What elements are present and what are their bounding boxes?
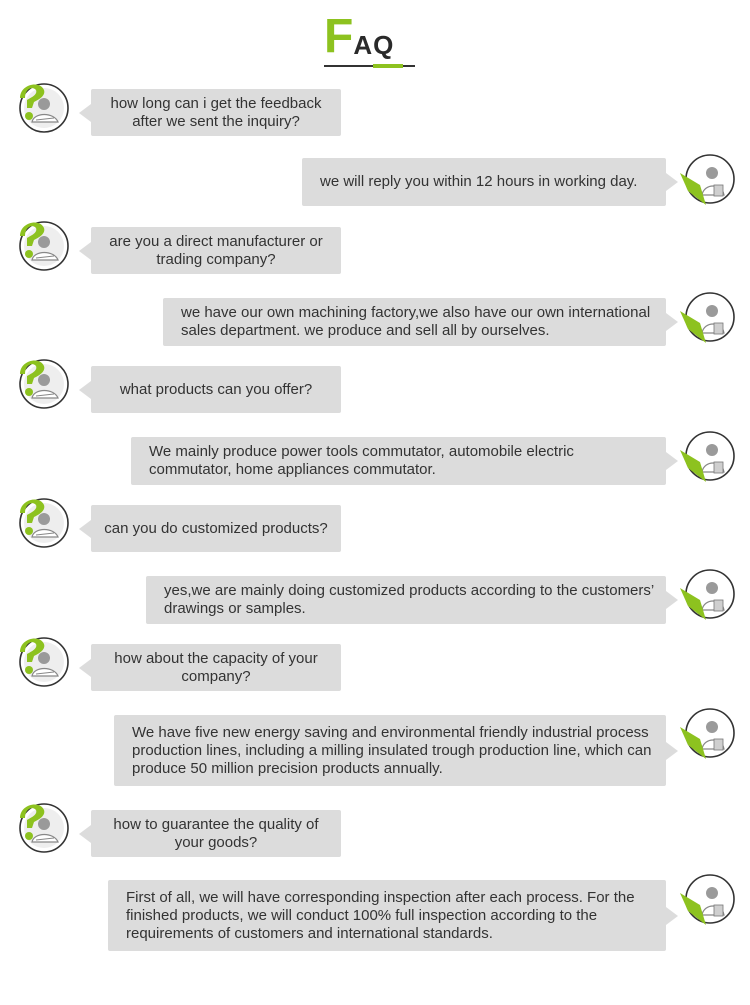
question-person-icon bbox=[14, 78, 70, 134]
question-person-icon bbox=[14, 632, 70, 688]
title-initial: F bbox=[324, 10, 354, 63]
title-rest: AQ bbox=[353, 30, 395, 60]
answer-bubble bbox=[163, 298, 666, 346]
question-bubble bbox=[91, 644, 341, 691]
answer-text: we will reply you within 12 hours in working day. bbox=[320, 173, 638, 190]
question-person-icon bbox=[14, 798, 70, 854]
support-agent-icon bbox=[680, 705, 736, 761]
question-bubble bbox=[91, 810, 341, 857]
question-text: can you do customized products? bbox=[104, 519, 328, 537]
question-bubble bbox=[91, 366, 341, 413]
support-agent-icon bbox=[680, 428, 736, 484]
answer-bubble bbox=[146, 576, 666, 624]
answer-bubble bbox=[131, 437, 666, 485]
answer-bubble bbox=[108, 880, 666, 951]
question-text: how to guarantee the quality of your goods? bbox=[113, 815, 319, 851]
question-person-icon bbox=[14, 354, 70, 410]
answer-text: we have our own machining factory,we also have our own international sales department. we produce and sell all by ourselves. bbox=[181, 304, 651, 339]
question-person-icon bbox=[14, 216, 70, 272]
question-text: are you a direct manufacturer or trading company? bbox=[109, 232, 323, 268]
answer-text: yes,we are mainly doing customized products according to the customers’ drawings or samples. bbox=[164, 582, 654, 617]
support-agent-icon bbox=[680, 566, 736, 622]
question-person-icon bbox=[14, 493, 70, 549]
answer-text: First of all, we will have corresponding inspection after each process. For the finished products, we will conduct 100% full inspection according to the requirements of customers and international standards. bbox=[126, 888, 635, 942]
support-agent-icon bbox=[680, 289, 736, 345]
page-title bbox=[324, 10, 395, 63]
question-text: how long can i get the feedback after we sent the inquiry? bbox=[110, 94, 322, 130]
answer-text: We mainly produce power tools commutator, automobile electric commutator, home appliances commutator. bbox=[149, 443, 574, 478]
faq-header bbox=[0, 10, 750, 74]
question-text: how about the capacity of your company? bbox=[114, 649, 318, 685]
answer-bubble bbox=[302, 158, 666, 206]
question-text: what products can you offer? bbox=[119, 380, 313, 398]
question-bubble bbox=[91, 227, 341, 274]
question-bubble bbox=[91, 89, 341, 136]
title-accent-bar bbox=[373, 64, 403, 68]
answer-text: We have five new energy saving and environmental friendly industrial process production lines, including a milling insulated trough production line, which can produce 50 million precision products annually. bbox=[132, 723, 652, 777]
answer-bubble bbox=[114, 715, 666, 786]
question-bubble bbox=[91, 505, 341, 552]
support-agent-icon bbox=[680, 871, 736, 927]
support-agent-icon bbox=[680, 151, 736, 207]
